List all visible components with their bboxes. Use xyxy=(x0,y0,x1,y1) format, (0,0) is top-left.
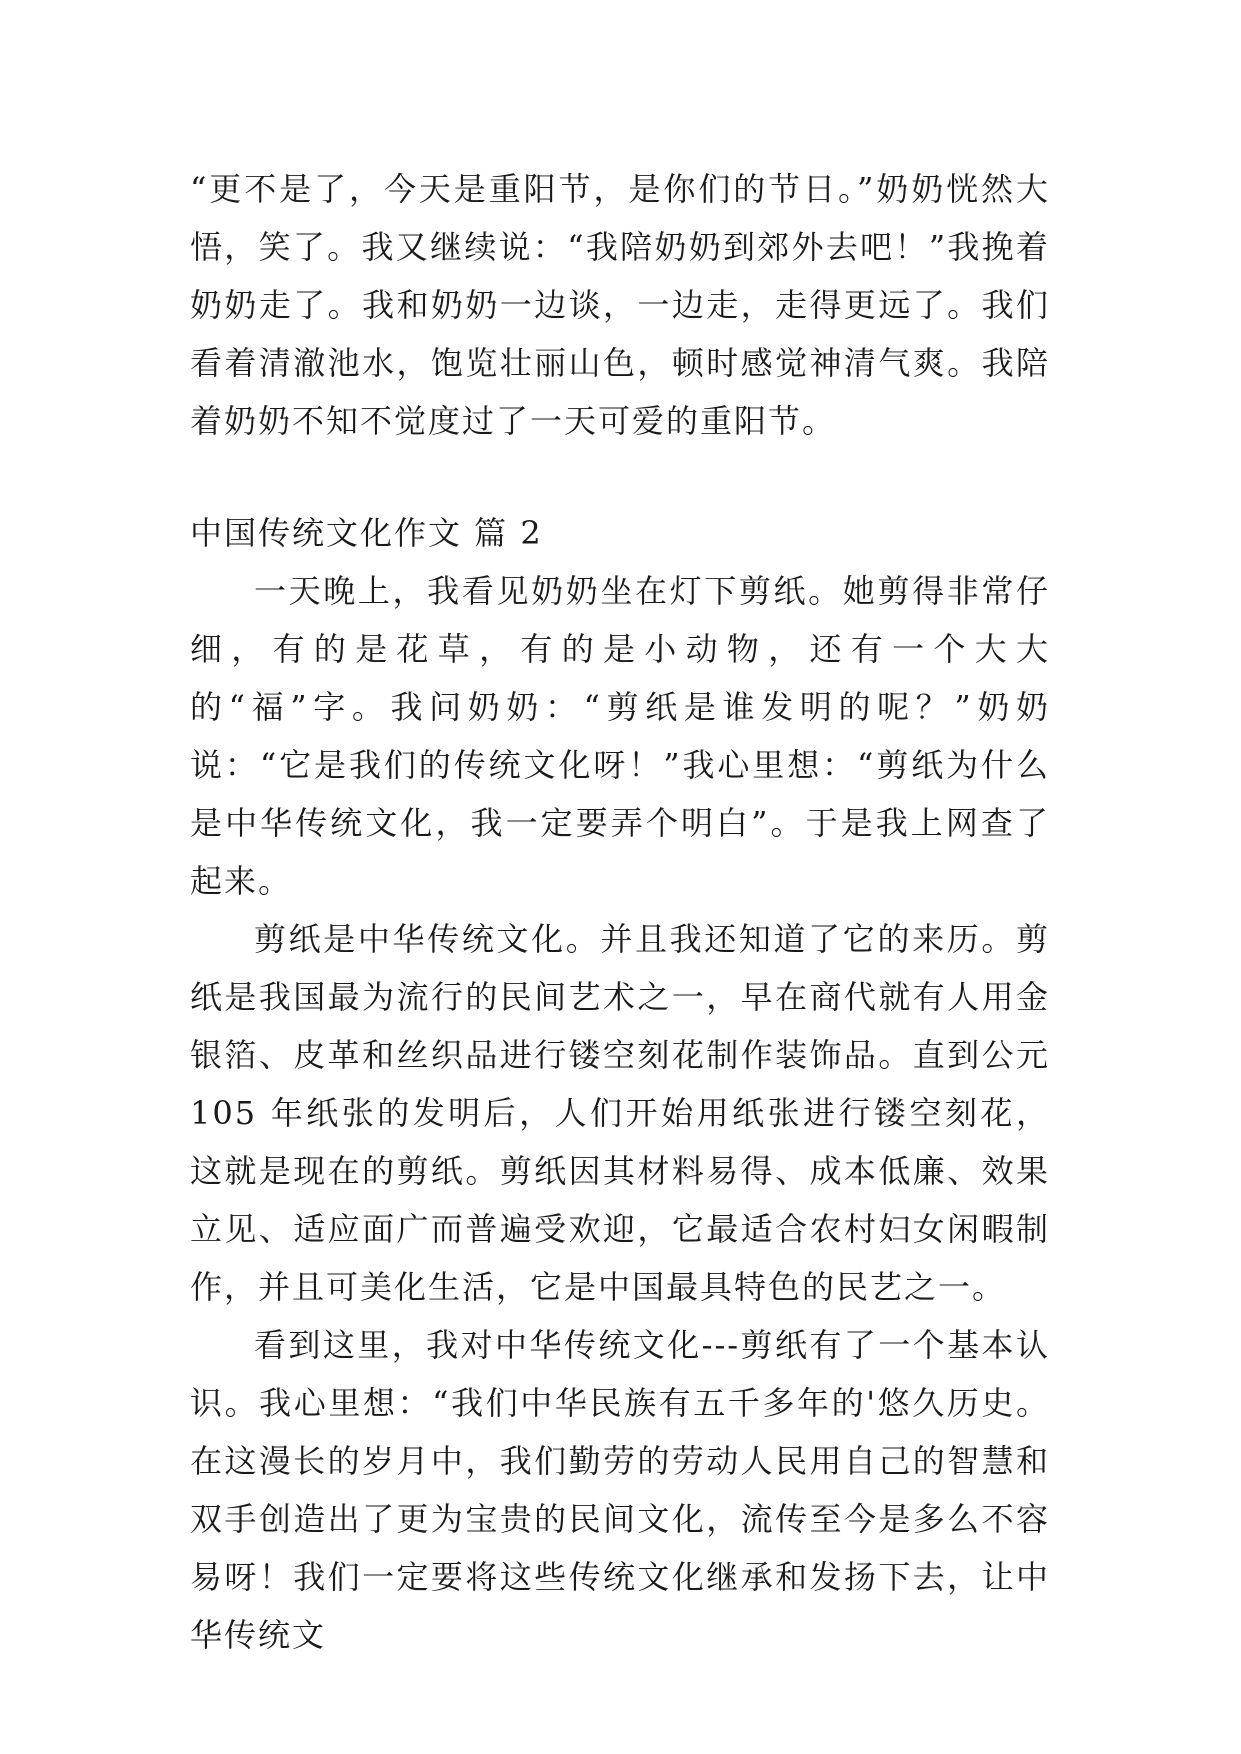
body-paragraph-1: 一天晚上，我看见奶奶坐在灯下剪纸。她剪得非常仔细，有的是花草，有的是小动物，还有一个大大的“福”字。我问奶奶：“剪纸是谁发明的呢？”奶奶说：“它是我们的传统文化呀！”我心里想：“剪纸为什么是中华传统文化，我一定要弄个明白”。于是我上网查了起来。 xyxy=(190,572,1050,900)
intro-paragraph: “更不是了，今天是重阳节，是你们的节日。”奶奶恍然大悟，笑了。我又继续说：“我陪奶奶到郊外去吧！”我挽着奶奶走了。我和奶奶一边谈，一边走，走得更远了。我们看着清澈池水，饱览壮丽山色，顿时感觉神清气爽。我陪着奶奶不知不觉度过了一天可爱的重阳节。 xyxy=(190,170,1050,440)
section-title: 中国传统文化作文 篇 2 xyxy=(190,514,543,552)
body-paragraph-3: 看到这里，我对中华传统文化---剪纸有了一个基本认识。我心里想：“我们中华民族有五千多年的'悠久历史。在这漫长的岁月中，我们勤劳的劳动人民用自己的智慧和双手创造出了更为宝贵的民间文化，流传至今是多么不容易呀！我们一定要将这些传统文化继承和发扬下去，让中华传统文 xyxy=(190,1326,1050,1654)
document-body xyxy=(190,160,1050,1664)
body-paragraph-2: 剪纸是中华传统文化。并且我还知道了它的来历。剪纸是我国最为流行的民间艺术之一，早在商代就有人用金银箔、皮革和丝织品进行镂空刻花制作装饰品。直到公元 105 年纸张的发明后，人们开始用纸张进行镂空刻花，这就是现在的剪纸。剪纸因其材料易得、成本低廉、效果立见、适应面广而普遍受欢迎，它最适合农村妇女闲暇制作，并且可美化生活，它是中国最具特色的民艺之一。 xyxy=(190,920,1050,1306)
